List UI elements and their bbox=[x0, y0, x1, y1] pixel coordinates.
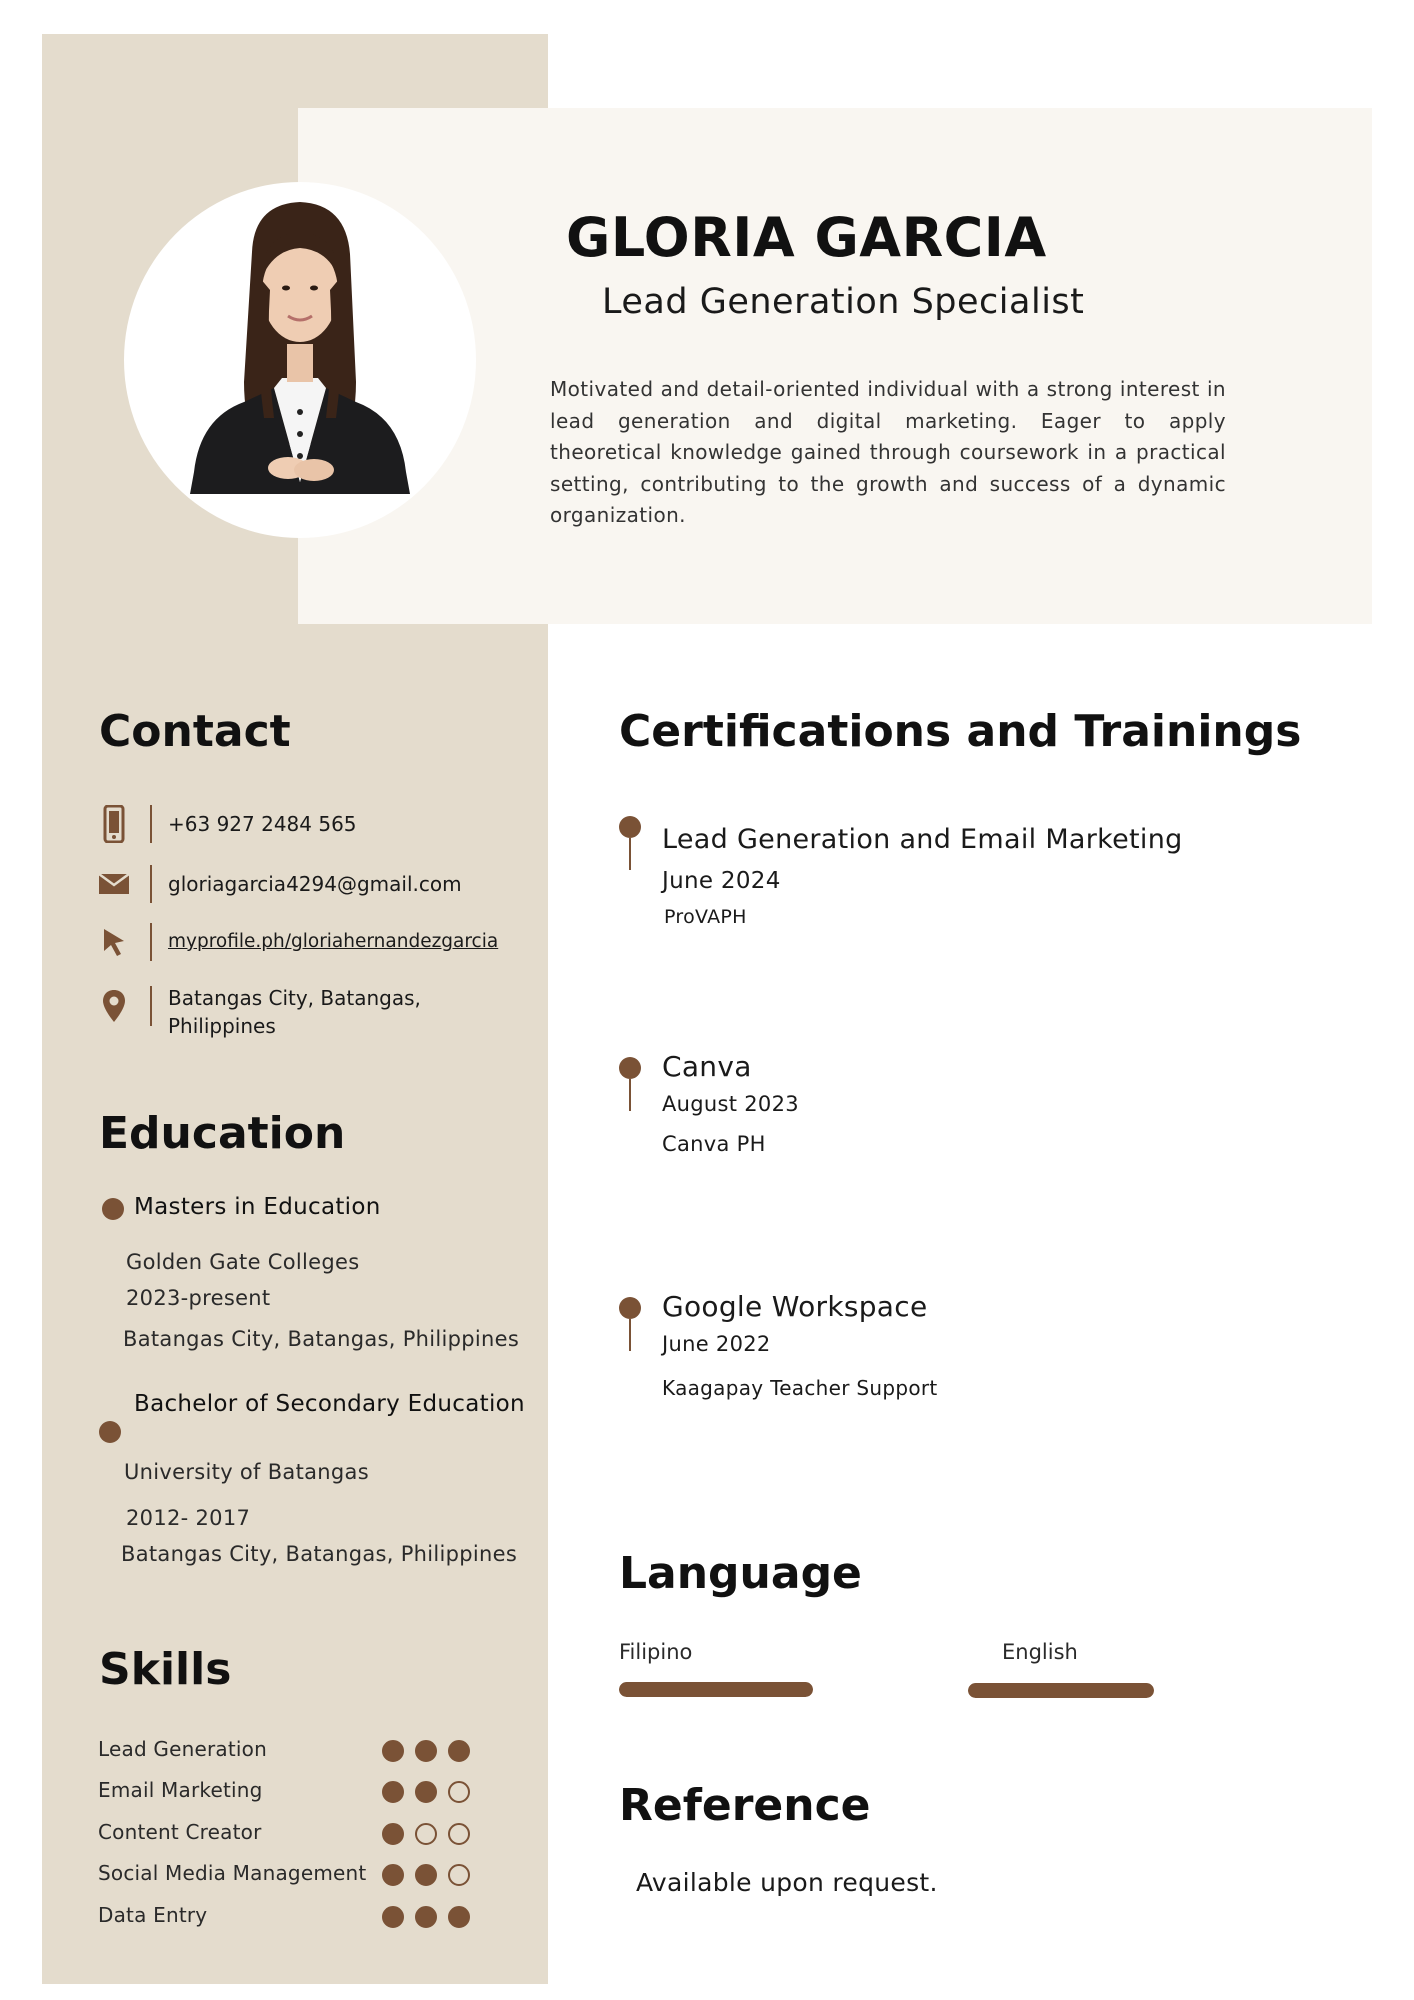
skill-dot-empty bbox=[448, 1781, 470, 1803]
contact-email bbox=[96, 864, 462, 904]
skills-heading: Skills bbox=[99, 1644, 232, 1695]
certification-date: June 2024 bbox=[662, 868, 781, 894]
contact-website bbox=[96, 922, 498, 962]
cursor-icon bbox=[96, 922, 132, 962]
certification-title: Lead Generation and Email Marketing bbox=[662, 824, 1183, 855]
contact-address bbox=[96, 984, 421, 1040]
profile-link[interactable]: myprofile.ph/gloriahernandezgarcia bbox=[168, 931, 499, 952]
skill-dot-filled bbox=[382, 1864, 404, 1886]
reference-heading: Reference bbox=[619, 1780, 871, 1831]
education-years: 2012- 2017 bbox=[126, 1506, 251, 1530]
education-school: Golden Gate Colleges bbox=[126, 1250, 360, 1274]
location-pin-icon bbox=[96, 986, 132, 1026]
skill-dot-empty bbox=[448, 1864, 470, 1886]
email-address[interactable]: gloriagarcia4294@gmail.com bbox=[168, 872, 462, 896]
skill-dot-filled bbox=[415, 1864, 437, 1886]
skill-dot-filled bbox=[415, 1906, 437, 1928]
education-location: Batangas City, Batangas, Philippines bbox=[123, 1327, 520, 1351]
language-name: Filipino bbox=[619, 1640, 693, 1664]
contact-divider bbox=[150, 923, 152, 961]
profile-summary: Motivated and detail-oriented individual with a strong interest in lead generation and digital marketing. Eager to apply theoretical knowledge gained through coursework in a practical setting, contributing to the growth and success of a dynamic organization. bbox=[550, 377, 1226, 527]
skill-name: Lead Generation bbox=[98, 1737, 267, 1761]
timeline-marker bbox=[619, 1057, 641, 1111]
education-heading: Education bbox=[99, 1108, 346, 1159]
skill-rating bbox=[382, 1781, 470, 1803]
skill-dot-filled bbox=[382, 1740, 404, 1762]
certification-issuer: Canva PH bbox=[662, 1132, 766, 1156]
contact-divider bbox=[150, 805, 152, 843]
skill-dot-filled bbox=[415, 1781, 437, 1803]
language-level-fill bbox=[968, 1683, 1154, 1698]
phone-number: +63 927 2484 565 bbox=[168, 812, 357, 836]
mail-icon bbox=[96, 864, 132, 904]
address-line-2: Philippines bbox=[168, 1014, 276, 1038]
certification-issuer: Kaagapay Teacher Support bbox=[662, 1376, 938, 1400]
skill-name: Social Media Management bbox=[98, 1861, 367, 1885]
language-level-bar bbox=[968, 1683, 1154, 1698]
skill-dot-filled bbox=[382, 1906, 404, 1928]
skill-name: Email Marketing bbox=[98, 1778, 263, 1802]
certification-title: Google Workspace bbox=[662, 1290, 928, 1323]
skill-dot-empty bbox=[448, 1823, 470, 1845]
language-level-bar bbox=[619, 1682, 813, 1697]
language-name: English bbox=[1002, 1640, 1078, 1664]
skill-name: Content Creator bbox=[98, 1820, 262, 1844]
education-bullet bbox=[102, 1198, 124, 1220]
education-location: Batangas City, Batangas, Philippines bbox=[121, 1542, 518, 1566]
skill-dot-filled bbox=[382, 1823, 404, 1845]
language-heading: Language bbox=[619, 1548, 862, 1599]
skill-dot-filled bbox=[448, 1740, 470, 1762]
timeline-marker bbox=[619, 816, 641, 870]
education-years: 2023-present bbox=[126, 1286, 271, 1310]
skill-rating bbox=[382, 1864, 470, 1886]
address-line-1: Batangas City, Batangas, bbox=[168, 986, 421, 1010]
phone-icon bbox=[96, 804, 132, 844]
skill-dot-filled bbox=[415, 1740, 437, 1762]
education-bullet bbox=[99, 1421, 121, 1443]
skill-dot-filled bbox=[382, 1781, 404, 1803]
profile-photo bbox=[124, 182, 476, 538]
certification-date: August 2023 bbox=[662, 1092, 799, 1116]
certification-date: June 2022 bbox=[662, 1332, 771, 1356]
education-degree: Bachelor of Secondary Education bbox=[134, 1391, 525, 1417]
education-degree: Masters in Education bbox=[134, 1194, 381, 1220]
certifications-heading: Certifications and Trainings bbox=[619, 706, 1302, 757]
job-title: Lead Generation Specialist bbox=[602, 282, 1085, 322]
reference-text: Available upon request. bbox=[636, 1868, 938, 1897]
contact-divider bbox=[150, 865, 152, 903]
person-portrait-icon bbox=[124, 182, 476, 538]
skill-rating bbox=[382, 1906, 470, 1928]
skill-rating bbox=[382, 1740, 470, 1762]
contact-phone bbox=[96, 804, 357, 844]
timeline-marker bbox=[619, 1297, 641, 1351]
education-school: University of Batangas bbox=[124, 1460, 369, 1484]
skill-rating bbox=[382, 1823, 470, 1845]
skill-dot-empty bbox=[415, 1823, 437, 1845]
skill-dot-filled bbox=[448, 1906, 470, 1928]
certification-issuer: ProVAPH bbox=[664, 906, 747, 928]
skill-name: Data Entry bbox=[98, 1903, 208, 1927]
contact-divider bbox=[150, 986, 152, 1026]
certification-title: Canva bbox=[662, 1050, 752, 1083]
address-block bbox=[168, 984, 421, 1040]
candidate-name: GLORIA GARCIA bbox=[566, 206, 1047, 269]
contact-heading: Contact bbox=[99, 706, 291, 757]
language-level-fill bbox=[619, 1682, 813, 1697]
